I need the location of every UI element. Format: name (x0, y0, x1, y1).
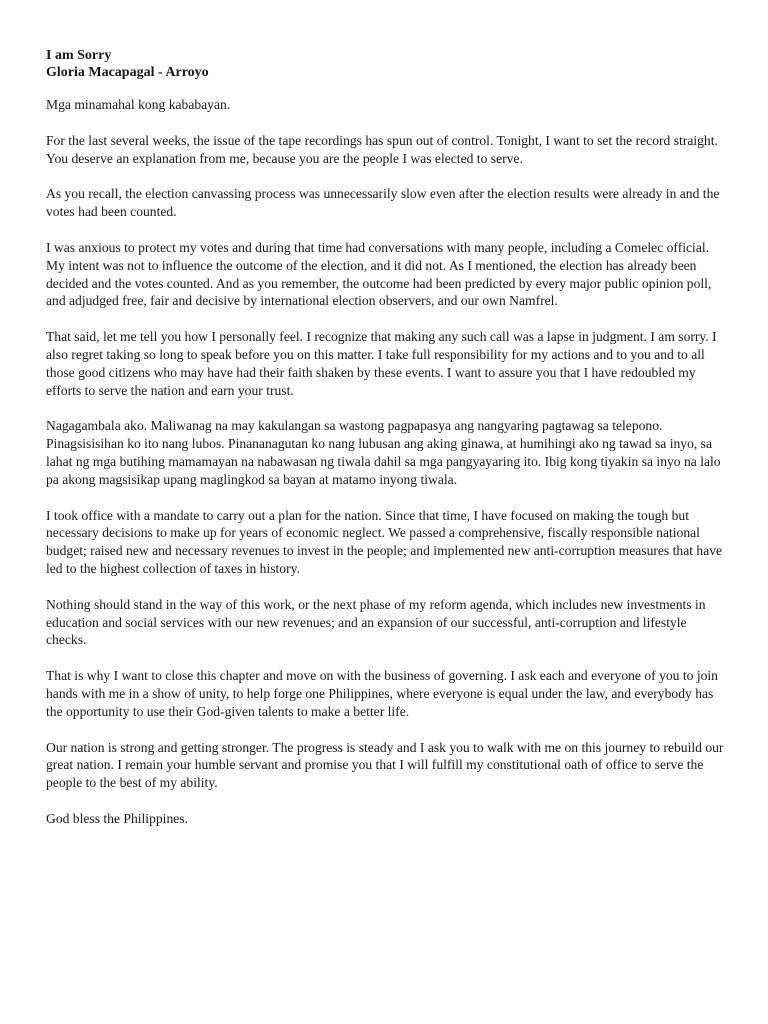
paragraph: I took office with a mandate to carry out a plan for the nation. Since that time, I have focused on making the tough but necessary decisions to make up for years of economic neglect. We passed a comprehensive, fiscally responsible national budget; raised new and necessary revenues to invest in the people; and implemented new anti-corruption measures that have led to the highest collection of taxes in history. (46, 507, 723, 576)
paragraph: That is why I want to close this chapter and move on with the business of governing. I ask each and everyone of you to join hands with me in a show of unity, to help forge one Philippines, where everyone is equal under the law, and everybody has the opportunity to use their God-given talents to make a better life. (46, 668, 718, 719)
paragraph: That said, let me tell you how I personally feel. I recognize that making any such call was a lapse in judgment. I am sorry. I also regret taking so long to speak before you on this matter. I take full responsibility for my actions and to you and to all those good citizens who may have had their faith shaken by these events. I want to assure you that I have redoubled my efforts to serve the nation and earn your trust. (46, 329, 717, 398)
paragraph-tagalog: Nagagambala ako. Maliwanag na may kakulangan sa wastong pagpapasya ang nangyaring pagtawag sa telepono. Pinagsisisihan ko ito nang lubos. Pinananagutan ko nang lubusan ang aking ginawa, at humihingi ako ng tawad sa inyo, sa lahat ng mga butihing mamamayan na nabawasan ng tiwala dahil sa mga pangyayaring ito. Ibig kong tiyakin sa inyo na lalo pa akong magsisikap upang maglingkod sa bayan at matamo inyong tiwala. (46, 418, 721, 487)
document-title: I am Sorry (46, 48, 112, 63)
paragraph-greeting: Mga minamahal kong kababayan. (46, 97, 231, 112)
document-page (46, 47, 728, 846)
paragraph: Our nation is strong and getting stronger. The progress is steady and I ask you to walk with me on this journey to rebuild our great nation. I remain your humble servant and promise you that I will fulfill my constitutional oath of office to serve the people to the best of my ability. (46, 739, 724, 791)
paragraph: As you recall, the election canvassing process was unnecessarily slow even after the election results were already in and the votes had been counted. (46, 186, 720, 220)
paragraph: For the last several weeks, the issue of the tape recordings has spun out of control. Tonight, I want to set the record straight. You deserve an explanation from me, because you are the people I was elected to serve. (46, 132, 718, 166)
document-author: Gloria Macapagal - Arroyo (46, 65, 209, 80)
paragraph: Nothing should stand in the way of this work, or the next phase of my reform agenda, which includes new investments in education and social services with our new revenues; and an expansion of our successful, anti-corruption and lifestyle checks. (46, 596, 706, 648)
paragraph: I was anxious to protect my votes and during that time had conversations with many people, including a Comelec official. My intent was not to influence the outcome of the election, and it did not. As I mentioned, the election has already been decided and the votes counted. And as you remember, the outcome had been predicted by every major public opinion poll, and adjudged free, fair and decisive by international election observers, and our own Namfrel. (46, 239, 712, 309)
paragraph-closing: God bless the Philippines. (46, 810, 188, 826)
